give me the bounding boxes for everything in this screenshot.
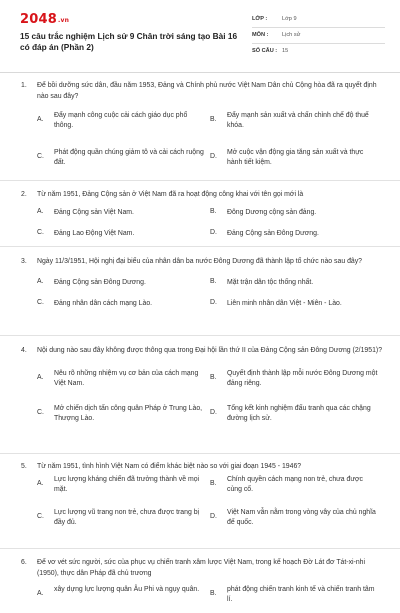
question-text: 4. Nội dung nào sau đây không được thông qua trong Đại hội lần thứ II của Đảng Cộng sản Đông Dương (2/1951)? <box>21 347 383 354</box>
question-text: 2. Từ năm 1951, Đảng Cộng sản ở Việt Nam đã ra hoạt động công khai với tên gọi mới là <box>21 191 304 198</box>
question-number: 4. <box>21 347 27 354</box>
question-5 <box>0 454 400 549</box>
page-header <box>0 0 400 68</box>
meta-row-count <box>252 44 385 60</box>
question-3 <box>0 247 400 336</box>
meta-key: SỐ CÂU : <box>252 48 278 54</box>
meta-box <box>252 12 385 60</box>
meta-row-subject <box>252 28 385 44</box>
question-number: 3. <box>21 258 27 265</box>
header-divider <box>0 72 400 73</box>
options: A. Đẩy mạnh công cuộc cải cách giáo dục phổ thông. B. Đẩy mạnh sản xuất và chấn chỉnh chế độ thuế khóa. C. Phát động quần chúng giảm tô và cải cách ruộng đất. D. Mở cuộc vận động gia tăng sản xuất và thực hành tiết kiệm. <box>37 112 369 166</box>
question-text: 5. Từ năm 1951, tình hình Việt Nam có điểm khác biệt nào so với giai đoạn 1945 - 1946? <box>21 463 302 470</box>
meta-value: 15 <box>282 48 289 54</box>
question-text: 1. Để bồi dưỡng sức dân, đầu năm 1953, Đảng và Chính phủ nước Việt Nam Dân chủ Cộng hòa đã ra quyết định nào sau đây? <box>21 82 377 100</box>
options: A. Lực lượng kháng chiến đã trưởng thành về mọi mặt. B. Chính quyền cách mạng non trẻ, chưa được củng cố. C. Lực lượng vũ trang non trẻ, chưa được trang bị đầy đủ. D. Việt Nam vẫn nằm trong vòng vây của chủ nghĩa đế quốc. <box>37 476 376 526</box>
meta-value: Lớp 9 <box>282 16 297 22</box>
meta-value: Lịch sử <box>282 32 301 38</box>
question-number: 1. <box>21 82 27 89</box>
question-4 <box>0 336 400 454</box>
meta-row-grade <box>252 12 385 28</box>
question-text: 6. Để vơ vét sức người, sức của phục vụ chiến tranh xâm lược Việt Nam, trong kế hoạch Đờ Lát đơ Tát-xi-nhi (1950), thực dân Pháp đã chủ trương <box>21 559 366 577</box>
options: A. Đảng Cộng sản Việt Nam. B. Đông Dương cộng sản đảng. C. Đảng Lao Động Việt Nam. D. Đảng Cộng sản Đông Dương. <box>37 208 319 237</box>
site-logo[interactable]: 2048.vn <box>20 12 70 27</box>
question-1 <box>0 80 400 181</box>
options: A. Đảng Cộng sản Đông Dương. B. Mặt trận dân tộc thống nhất. C. Đảng nhân dân cách mạng Lào. D. Liên minh nhân dân Việt - Miên - Lào. <box>37 278 342 307</box>
question-2 <box>0 181 400 247</box>
question-number: 2. <box>21 191 27 198</box>
meta-key: LỚP : <box>252 16 268 22</box>
question-number: 5. <box>21 463 27 470</box>
question-list <box>0 80 400 609</box>
question-number: 6. <box>21 559 27 566</box>
meta-key: MÔN : <box>252 32 269 38</box>
page-title: 15 câu trắc nghiệm Lịch sử 9 Chân trời sáng tạo Bài 16 có đáp án (Phần 2) <box>20 31 238 52</box>
question-text: 3. Ngày 11/3/1951, Hội nghị đại biểu của nhân dân ba nước Đông Dương đã thành lập tổ chức nào sau đây? <box>21 258 363 265</box>
options: A. xây dựng lực lượng quân Âu Phi và ngụy quân. B. phát động chiến tranh kinh tế và chiến tranh tâm lí. <box>37 586 375 603</box>
question-6 <box>0 549 400 609</box>
options: A. Nêu rõ những nhiệm vụ cơ bản của cách mạng Việt Nam. B. Quyết định thành lập mỗi nước Đông Dương một đảng riêng. C. Mở chiến dịch tấn công quân Pháp ở Trung Lào, Thượng Lào. D. Tổng kết kinh nghiệm đấu tranh qua các chặng đường lịch sử. <box>37 370 378 422</box>
